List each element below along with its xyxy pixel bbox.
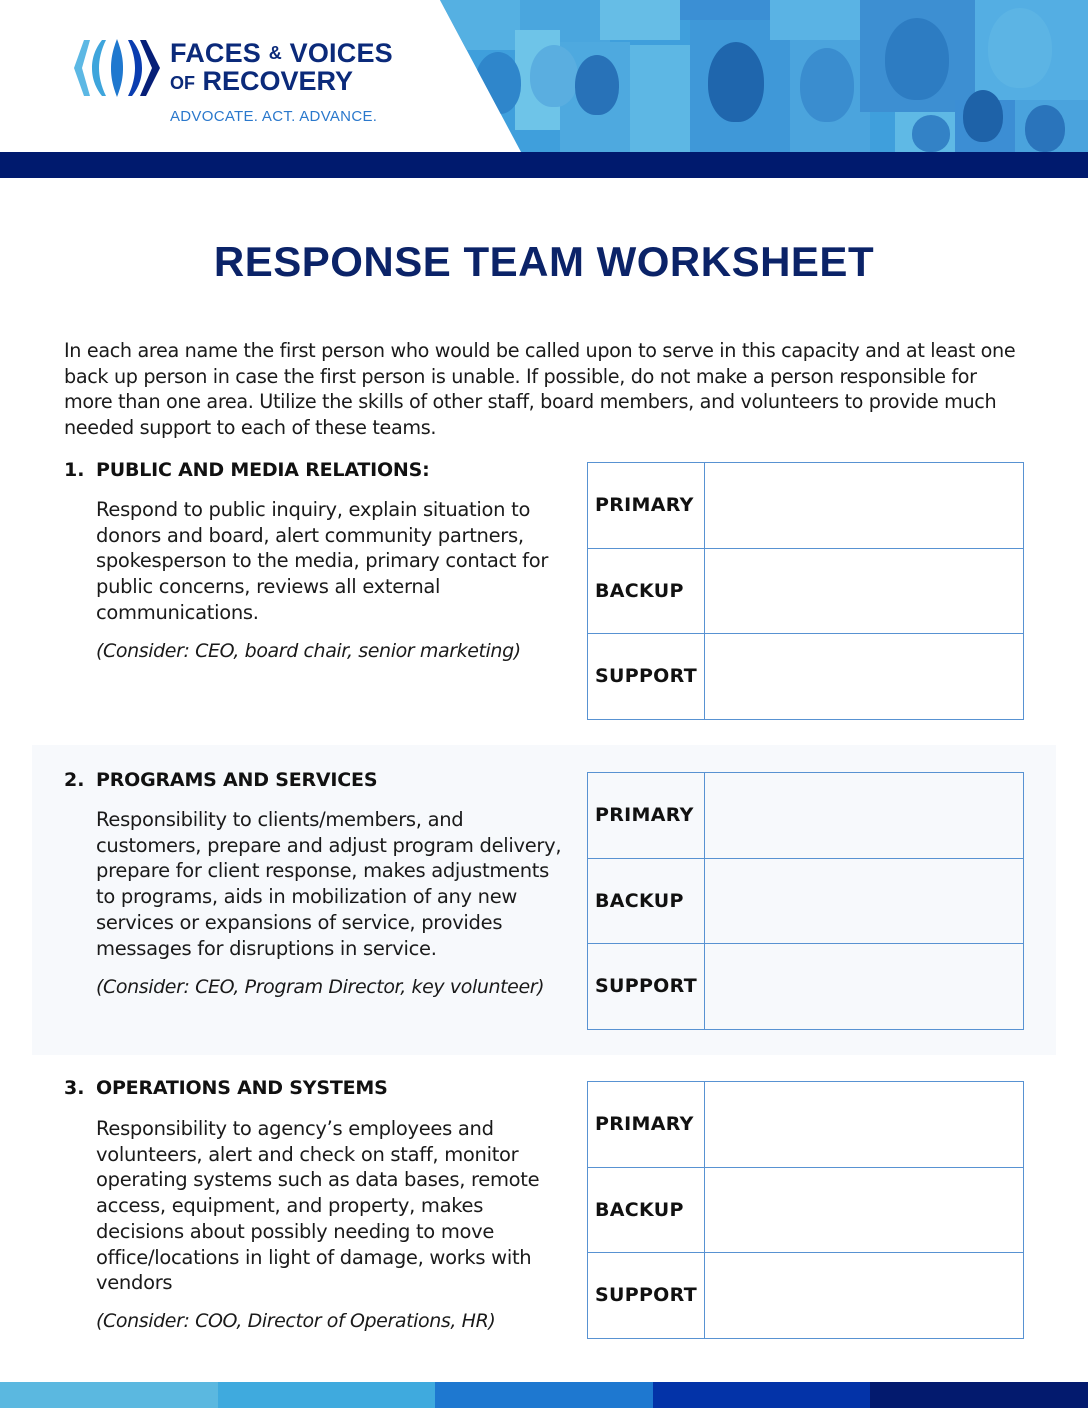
intro-paragraph: In each area name the first person who would be called upon to serve in this capacity and at least one back up person in case the first person is unable. If possible, do not make a person responsible for more than one area. Utilize the skills of other staff, board members, and volunteers to provide much needed support to each of these teams. (64, 339, 1016, 439)
role-label: SUPPORT (588, 944, 705, 1030)
role-row-primary (588, 1082, 1024, 1168)
section-number: 1. (64, 459, 85, 481)
section-title: PROGRAMS AND SERVICES (96, 769, 378, 791)
section-title: OPERATIONS AND SYSTEMS (96, 1077, 388, 1099)
section-description: Responsibility to agency’s employees and volunteers, alert and check on staff, monitor operating systems such as data bases, remote access, equipment, and property, makes decisions about possibly needing to move office/locations in light of damage, works with vendors (96, 1117, 540, 1295)
footer-segment (870, 1382, 1088, 1408)
section-consider-note: (Consider: CEO, Program Director, key volunteer) (96, 976, 545, 998)
section-title: PUBLIC AND MEDIA RELATIONS: (96, 459, 430, 481)
footer-segment (218, 1382, 436, 1408)
support-name-field[interactable] (705, 944, 1024, 1030)
role-label: BACKUP (588, 858, 705, 944)
support-name-field[interactable] (705, 634, 1024, 720)
section-consider-note: (Consider: COO, Director of Operations, HR) (96, 1310, 496, 1332)
section-number: 2. (64, 769, 85, 791)
role-row-backup (588, 1167, 1024, 1253)
role-row-primary (588, 463, 1024, 549)
section-description: Respond to public inquiry, explain situation to donors and board, alert community partners, spokesperson to the media, primary contact for public concerns, reviews all external communications. (96, 498, 549, 624)
primary-name-field[interactable] (705, 463, 1024, 549)
role-label: PRIMARY (588, 463, 705, 549)
role-assignment-table (587, 772, 1024, 1030)
footer-segment (435, 1382, 653, 1408)
backup-name-field[interactable] (705, 548, 1024, 634)
section-public-media-relations (32, 445, 1056, 735)
brand-name-line1: FACES & VOICES (170, 38, 393, 68)
role-label: BACKUP (588, 548, 705, 634)
backup-name-field[interactable] (705, 858, 1024, 944)
footer-segment (653, 1382, 871, 1408)
section-description: Responsibility to clients/members, and customers, prepare and adjust program delivery, prepare for client response, makes adjustments to programs, aids in mobilization of any new services or expansions of service, provides messages for disruptions in service. (96, 808, 562, 960)
role-label: SUPPORT (588, 634, 705, 720)
section-number: 3. (64, 1077, 85, 1099)
primary-name-field[interactable] (705, 1082, 1024, 1168)
role-row-primary (588, 773, 1024, 859)
role-row-backup (588, 858, 1024, 944)
section-operations-systems (32, 1065, 1056, 1355)
section-consider-note: (Consider: CEO, board chair, senior marketing) (96, 640, 521, 662)
role-row-support (588, 634, 1024, 720)
primary-name-field[interactable] (705, 773, 1024, 859)
footer-segment (0, 1382, 218, 1408)
page-title: RESPONSE TEAM WORKSHEET (213, 238, 875, 285)
brand-name-line2: OF RECOVERY (170, 66, 354, 96)
role-assignment-table (587, 462, 1024, 720)
header-divider-bar (0, 152, 1088, 178)
page-header (0, 0, 1088, 152)
role-label: PRIMARY (588, 1082, 705, 1168)
footer-color-bar (0, 1382, 1088, 1408)
role-label: BACKUP (588, 1167, 705, 1253)
chevron-bars-logo-icon (72, 38, 162, 98)
support-name-field[interactable] (705, 1253, 1024, 1339)
backup-name-field[interactable] (705, 1167, 1024, 1253)
role-row-support (588, 1253, 1024, 1339)
role-row-backup (588, 548, 1024, 634)
header-photo-collage (0, 0, 1088, 152)
role-row-support (588, 944, 1024, 1030)
role-label: SUPPORT (588, 1253, 705, 1339)
role-label: PRIMARY (588, 773, 705, 859)
role-assignment-table (587, 1081, 1024, 1339)
brand-tagline: ADVOCATE. ACT. ADVANCE. (170, 108, 378, 125)
section-programs-services (32, 745, 1056, 1055)
